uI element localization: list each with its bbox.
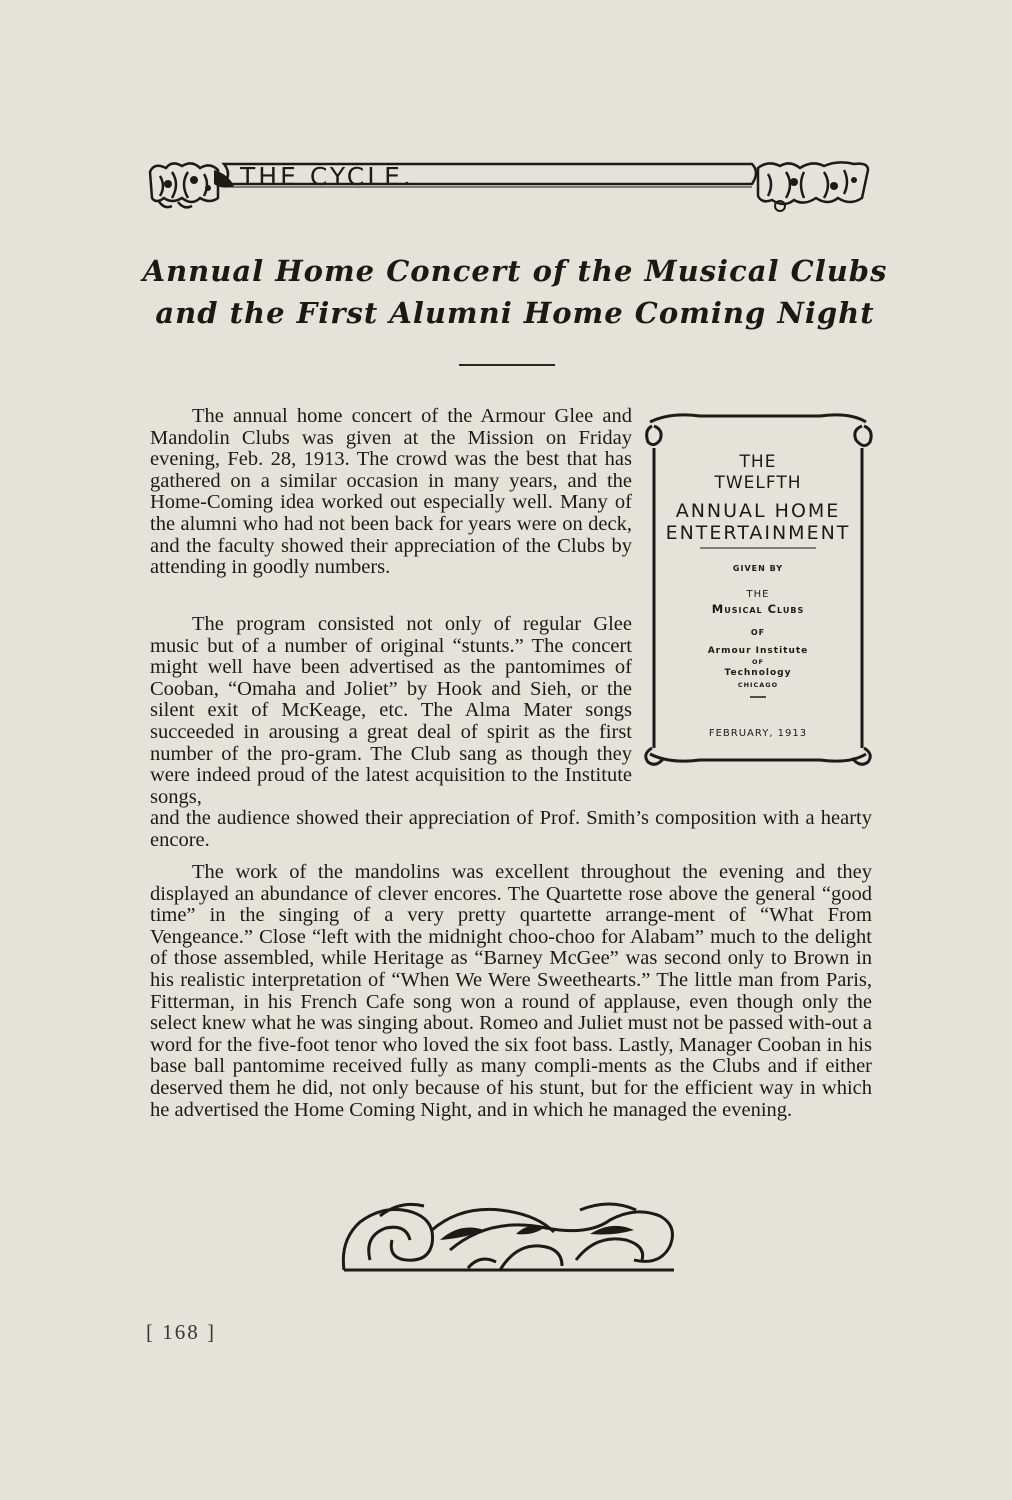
program-of-2: OF — [752, 658, 764, 666]
paragraph-2-continued: and the audience showed their appreciation of Prof. Smith’s composition with a hearty encore. — [150, 807, 872, 851]
title-divider — [459, 364, 555, 366]
program-musical-clubs: Musical Clubs — [711, 602, 805, 616]
program-line-annual-home: ANNUAL HOME — [675, 500, 841, 522]
article-title-line-1: Annual Home Concert of the Musical Clubs — [142, 254, 888, 288]
program-given-by: GIVEN BY — [732, 564, 784, 573]
program-line-the: THE — [739, 452, 777, 472]
program-the: THE — [746, 589, 770, 600]
program-card — [640, 408, 876, 768]
decorative-scroll-ornament — [340, 1200, 678, 1276]
program-line-twelfth: TWELFTH — [714, 473, 802, 493]
program-armour-institute: Armour Institute — [707, 646, 809, 656]
paragraph-3: The work of the mandolins was excellent throughout the evening and they displayed an abundance of clever encores. The Quartette rose above the general “good time” in the singing of a very pretty quartette arrange-ment of “What From Vengeance.” Close “left with the midnight choo-choo for Alabam” much to the delight of those assembled, while Heritage as “Barney McGee” was second only to Brown in his realistic interpretation of “When We Were Sweethearts.” The little man from Paris, Fitterman, in his French Cafe song won a round of applause, even though only the select knew what he was singing about. Romeo and Juliet must not be passed with-out a word for the five-foot tenor who loved the six foot bass. Lastly, Manager Cooban in his base ball pantomime received fully as many compli-ments as the Clubs and if either deserved them he did, not only because of his stunt, but for the efficient way in which he advertised the Home Coming Night, and in which he managed the evening. — [150, 861, 872, 1121]
article-title-line-2: and the First Alumni Home Coming Night — [155, 296, 875, 330]
program-technology: Technology — [724, 668, 792, 678]
program-date: FEBRUARY, 1913 — [708, 728, 808, 739]
page-number: [ 168 ] — [146, 1320, 216, 1344]
program-of-1: OF — [750, 628, 766, 637]
paragraph-2: The program consisted not only of regular Glee music but of a number of original “stunts.” The concert might well have been advertised as the pantomimes of Cooban, “Omaha and Joliet” by Hook and Sieh, or the silent exit of McKeage, etc. The Alma Mater songs succeeded in arousing a great deal of spirit as the first number of the pro-gram. The Club sang as though they were indeed proud of the latest acquisition to the Institute songs, — [150, 613, 632, 808]
banner-title: THE CYCLE. — [240, 162, 414, 191]
program-line-entertainment: ENTERTAINMENT — [665, 522, 851, 544]
cycle-banner — [148, 158, 870, 216]
paragraph-1: The annual home concert of the Armour Glee and Mandolin Clubs was given at the Mission on Friday evening, Feb. 28, 1913. The crowd was the best that has gathered on a similar occasion in many years, and the Home-Coming idea worked out especially well. Many of the alumni who had not been back for years were on deck, and the faculty showed their appreciation of the Clubs by attending in goodly numbers. — [150, 405, 632, 579]
program-chicago: CHICAGO — [737, 681, 779, 689]
